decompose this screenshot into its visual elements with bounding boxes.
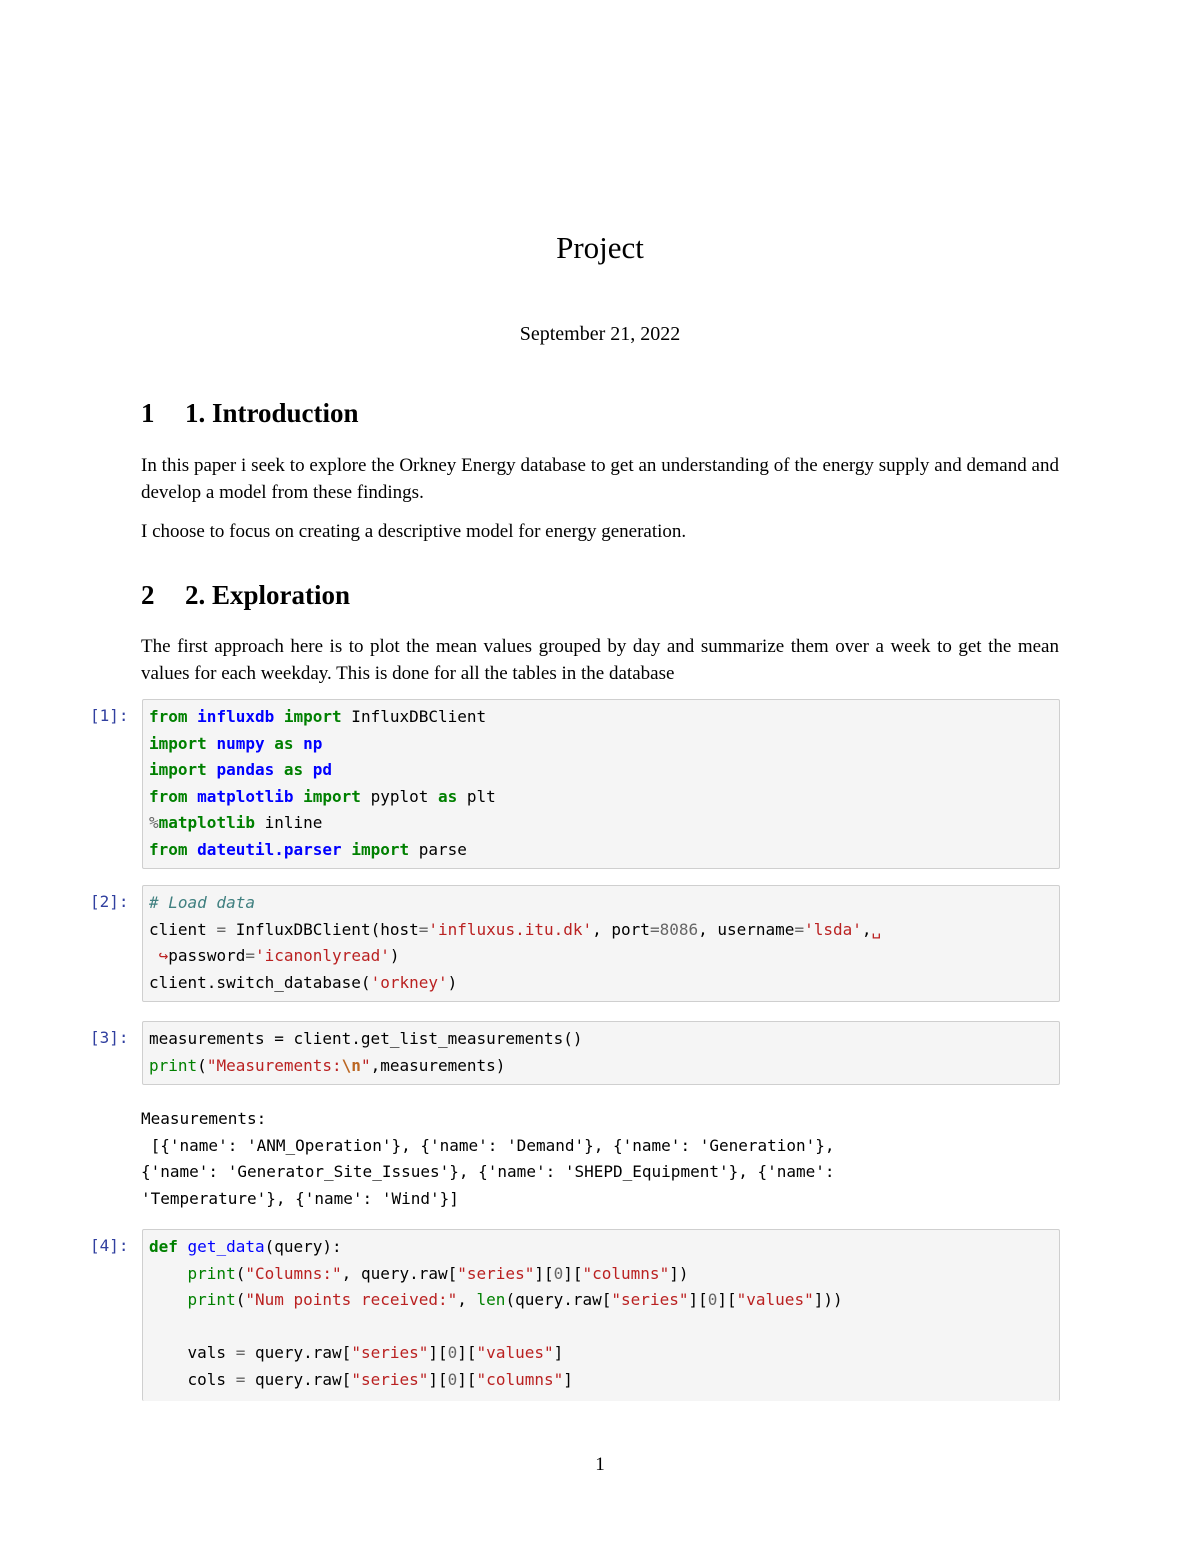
cell-output: Measurements: [{'name': 'ANM_Operation'}, {'name': 'Demand'}, {'name': 'Generation'}, {'name': 'Generator_Site_Issues'}, {'name': 'SHEPD_Equipment'}, {'name': 'Temperature'}, {'name': 'Wind'}] bbox=[141, 1109, 835, 1208]
cell-prompt: [2]: bbox=[90, 892, 129, 911]
code-line: vals = query.raw["series"][0]["values"] bbox=[187, 1343, 564, 1363]
code-line: ↪password='icanonlyread') bbox=[158, 946, 400, 966]
intro-paragraph-1: In this paper i seek to explore the Orkney Energy database to get an understanding of the energy supply and demand and develop a model from these findings. bbox=[141, 455, 1059, 503]
code-line: %matplotlib inline bbox=[149, 813, 323, 833]
code-line: measurements = client.get_list_measurements() bbox=[149, 1029, 583, 1048]
code-cell-2[interactable] bbox=[142, 885, 1060, 1002]
cell-prompt: [1]: bbox=[90, 706, 129, 725]
code-line: def get_data(query): bbox=[149, 1237, 342, 1256]
document-title: Project bbox=[556, 230, 644, 265]
section-title: 1. Introduction bbox=[185, 398, 359, 428]
code-line: cols = query.raw["series"][0]["columns"] bbox=[187, 1369, 573, 1389]
section-number: 1 bbox=[141, 398, 155, 428]
code-line: import pandas as pd bbox=[149, 760, 333, 780]
section-heading-exploration bbox=[141, 580, 350, 611]
line-wrap-icon: ␣ bbox=[871, 919, 882, 939]
code-cell-4[interactable] bbox=[142, 1229, 1060, 1401]
code-line: print("Measurements:\n",measurements) bbox=[149, 1055, 506, 1075]
code-line bbox=[149, 1314, 1053, 1341]
code-line: from dateutil.parser import parse bbox=[149, 839, 467, 859]
code-line: from influxdb import InfluxDBClient bbox=[149, 707, 487, 726]
code-line: client = InfluxDBClient(host='influxus.itu.dk', port=8086, username='lsda',␣ bbox=[149, 919, 882, 939]
exploration-paragraph: The first approach here is to plot the mean values grouped by day and summarize them over a week to get the mean values for each weekday. This is done for all the tables in the database bbox=[141, 636, 1059, 684]
code-cell-3[interactable] bbox=[142, 1021, 1060, 1085]
code-cell-1[interactable] bbox=[142, 699, 1060, 869]
page-number: 1 bbox=[595, 1454, 605, 1475]
code-line: import numpy as np bbox=[149, 733, 323, 753]
cell-prompt: [4]: bbox=[90, 1236, 129, 1255]
cell-prompt: [3]: bbox=[90, 1028, 129, 1047]
section-title: 2. Exploration bbox=[185, 580, 351, 610]
code-line: client.switch_database('orkney') bbox=[149, 972, 458, 992]
section-number: 2 bbox=[141, 580, 155, 610]
document-date: September 21, 2022 bbox=[519, 323, 681, 345]
continuation-arrow-icon: ↪ bbox=[158, 946, 169, 966]
section-heading-introduction bbox=[141, 398, 359, 429]
code-line: print("Num points received:", len(query.raw["series"][0]["values"])) bbox=[187, 1290, 843, 1310]
code-line: from matplotlib import pyplot as plt bbox=[149, 786, 496, 806]
code-line: # Load data bbox=[149, 893, 255, 912]
intro-paragraph-2: I choose to focus on creating a descriptive model for energy generation. bbox=[141, 521, 687, 542]
code-line: print("Columns:", query.raw["series"][0]["columns"]) bbox=[187, 1263, 689, 1283]
